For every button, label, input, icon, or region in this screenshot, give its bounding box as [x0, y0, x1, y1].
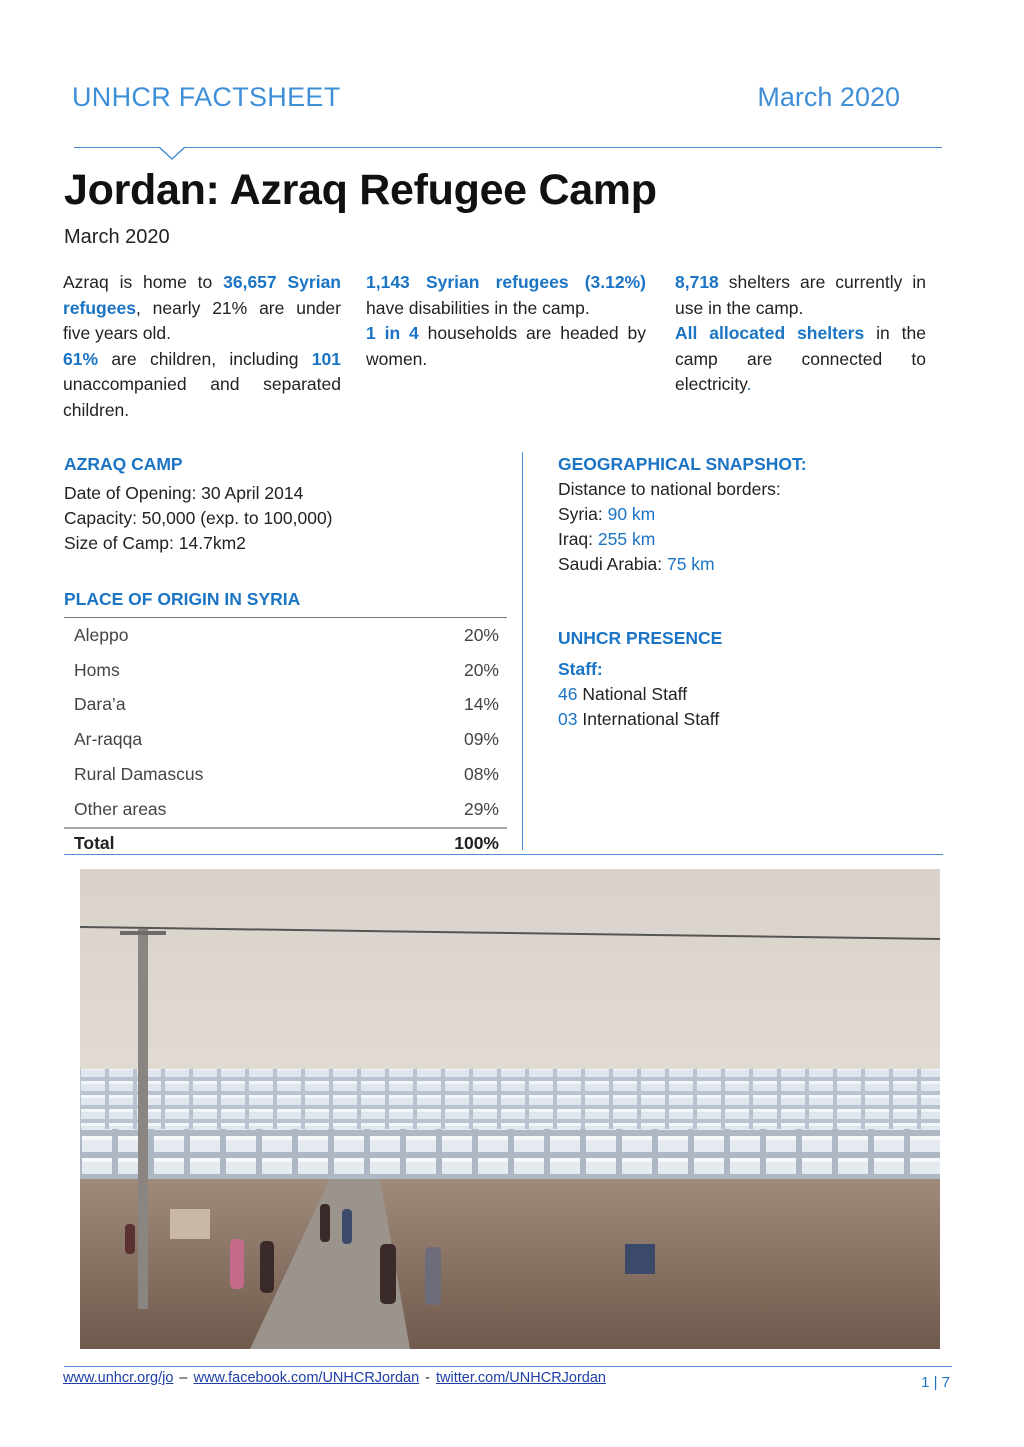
facebook-link[interactable]: www.facebook.com/UNHCRJordan [193, 1370, 420, 1386]
intro-paragraph [63, 347, 341, 424]
intro-highlight: 1,143 Syrian refugees (3.12%) [366, 272, 646, 292]
geo-intro: Distance to national borders: [558, 479, 781, 499]
intro-paragraph [675, 321, 926, 398]
total-label: Total [64, 828, 375, 859]
staff-item [558, 707, 719, 732]
intro-text: households are headed by women. [366, 323, 646, 369]
table-row [64, 653, 507, 688]
presence-heading: UNHCR PRESENCE [558, 628, 723, 648]
factsheet-label: UNHCR FACTSHEET [72, 82, 341, 112]
origin-place: Dara’a [74, 694, 126, 715]
origin-percent: 08% [463, 764, 499, 785]
staff-count: 03 [558, 709, 578, 729]
footer-separator: - [425, 1370, 430, 1386]
origin-table [64, 617, 507, 859]
intro-highlight: 61% [63, 348, 99, 369]
geo-label: Saudi Arabia: [558, 554, 663, 574]
geo-value: 255 km [597, 529, 656, 549]
intro-column-2 [366, 270, 646, 372]
intro-text: unaccompanied and separated children. [63, 374, 341, 420]
footer-links [63, 1370, 606, 1386]
geo-item [558, 552, 781, 577]
intro-text: Azraq is home to [63, 272, 224, 292]
staff-details [558, 682, 719, 732]
intro-column-1 [63, 270, 341, 423]
intro-text: shelters are currently in use in the camp. [675, 272, 926, 318]
table-row [64, 757, 507, 792]
intro-paragraph [366, 270, 646, 321]
section-divider [64, 854, 943, 855]
page-number: 1 | 7 [921, 1374, 950, 1391]
table-row [64, 688, 507, 723]
table-row [64, 618, 507, 653]
staff-item [558, 682, 719, 707]
origin-place: Ar-raqqa [74, 729, 143, 750]
header-divider [74, 147, 942, 148]
origin-place: Rural Damascus [74, 764, 204, 785]
page-title: Jordan: Azraq Refugee Camp [64, 166, 657, 214]
intro-highlight: 1 in 4 [366, 323, 419, 343]
table-row [64, 792, 507, 828]
origin-percent: 20% [463, 659, 499, 680]
geo-details [558, 477, 781, 577]
camp-capacity: Capacity: 50,000 (exp. to 100,000) [64, 508, 333, 528]
intro-text: have disabilities in the camp. [366, 297, 590, 318]
staff-count: 46 [558, 684, 578, 704]
azraq-camp-details [64, 481, 333, 556]
origin-percent: 14% [463, 694, 499, 715]
geo-label: Iraq: [558, 529, 594, 549]
origin-percent: 29% [463, 798, 499, 819]
intro-highlight: All allocated shelters [675, 323, 865, 343]
intro-column-3 [675, 270, 926, 398]
total-percent: 100% [375, 828, 507, 859]
geo-item [558, 502, 781, 527]
footer-divider [64, 1366, 952, 1367]
intro-highlight: 101 [311, 348, 341, 369]
intro-text: in the camp are connected to electricity [675, 323, 926, 394]
camp-opening-date: Date of Opening: 30 April 2014 [64, 483, 304, 503]
intro-highlight: 36,657 Syrian refugees [63, 272, 341, 318]
intro-paragraph [366, 321, 646, 372]
azraq-camp-heading: AZRAQ CAMP [64, 454, 183, 474]
camp-photo [80, 869, 940, 1349]
origin-percent: 20% [463, 624, 499, 645]
intro-text: , nearly 21% are under five years old. [63, 297, 341, 343]
header-notch-icon [159, 147, 185, 161]
geo-item [558, 527, 781, 552]
intro-text: . [746, 374, 752, 394]
staff-type: National Staff [582, 684, 688, 704]
twitter-link[interactable]: twitter.com/UNHCRJordan [435, 1370, 606, 1386]
intro-paragraph [63, 270, 341, 347]
origin-place: Homs [74, 659, 120, 680]
intro-highlight: 8,718 [675, 272, 719, 292]
table-row [64, 722, 507, 757]
footer-separator: – [179, 1370, 188, 1386]
geo-heading: GEOGRAPHICAL SNAPSHOT: [558, 454, 807, 474]
origin-place: Other areas [74, 798, 167, 819]
geo-label: Syria: [558, 504, 603, 524]
camp-size: Size of Camp: 14.7km2 [64, 533, 246, 553]
intro-paragraph [675, 270, 926, 321]
staff-label: Staff: [558, 659, 603, 679]
column-divider [522, 452, 523, 850]
header-date: March 2020 [757, 82, 900, 112]
geo-value: 90 km [607, 504, 656, 524]
intro-text: are children, including [98, 348, 312, 369]
origin-place: Aleppo [74, 624, 129, 645]
staff-type: International Staff [582, 709, 720, 729]
unhcr-website-link[interactable]: www.unhcr.org/jo [63, 1370, 174, 1386]
geo-value: 75 km [666, 554, 715, 574]
origin-heading: PLACE OF ORIGIN IN SYRIA [64, 589, 301, 609]
origin-percent: 09% [463, 729, 499, 750]
page-subtitle: March 2020 [64, 226, 170, 248]
